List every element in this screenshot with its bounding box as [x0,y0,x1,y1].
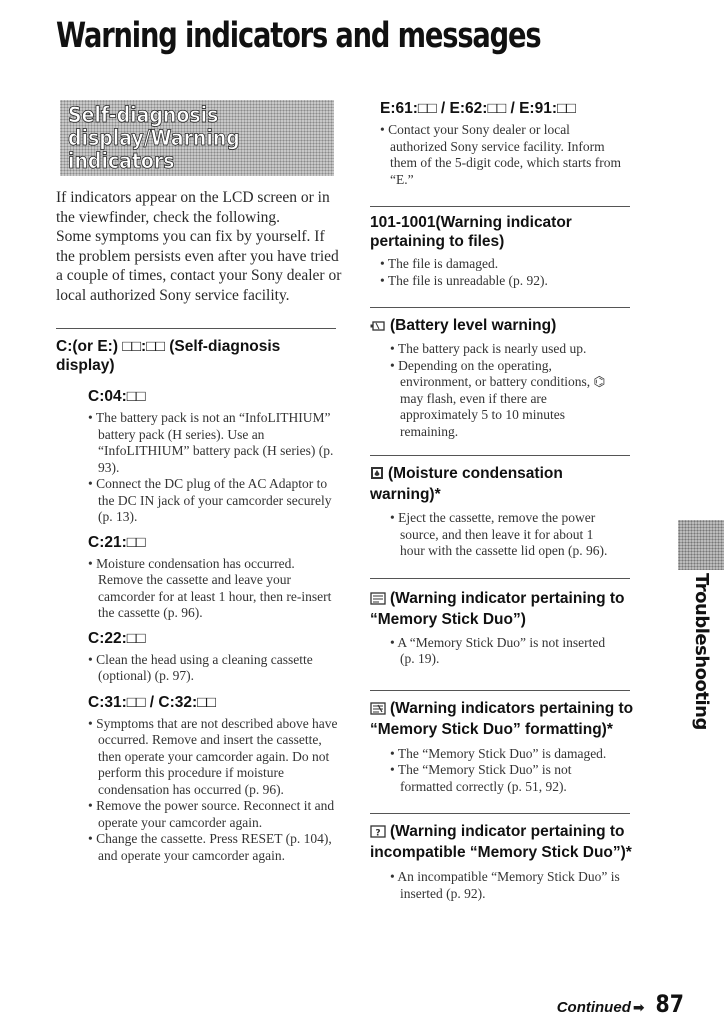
self-diagnosis-heading: C:(or E:) □□:□□ (Self-diagnosis display) [56,338,281,374]
files-warning-bullets [380,256,630,289]
bullet-item: • Symptoms that are not described above have occurred. Remove and insert the cassette, then operate your camcorder again. Do not perform this procedure if moisture condensation has occurred (p. 96). [88,716,338,799]
bullet-item: • The file is damaged. [380,256,630,273]
bullet-item: • The battery pack is nearly used up. [390,341,620,358]
svg-text:?: ? [375,828,381,838]
bullet-item: • The “Memory Stick Duo” is damaged. [390,746,620,763]
divider [370,578,630,579]
bullet-item: • The “Memory Stick Duo” is not formatted correctly (p. 51, 92). [390,762,620,795]
divider [370,206,630,207]
continued-label: Continued [556,999,631,1016]
heading-text: (Moisture condensation warning)* [370,465,563,503]
moisture-warning-heading [370,464,630,504]
left-column [56,100,342,864]
code-label: E:61:□□ / E:62:□□ / E:91:□□ [380,100,576,117]
memory-stick-format-icon [370,701,386,720]
heading-text: (Warning indicator pertaining to incompatible “Memory Stick Duo”)* [370,823,632,861]
memory-stick-incompatible-heading [370,822,660,862]
intro-paragraph-2: Some symptoms you can fix by yourself. If the problem persists even after you have tried a couple of times, contact your Sony dealer or local authorized Sony service facility. [56,228,342,304]
right-column [370,100,634,902]
battery-icon [370,318,386,337]
divider [370,455,630,456]
code-label: C:04:□□ [88,388,146,405]
bullet-item: • The file is unreadable (p. 92). [380,273,630,290]
memory-stick-icon [370,591,386,610]
code-block-c21 [88,533,338,622]
code-block-c22 [88,629,338,685]
divider [370,690,630,691]
bullet-item: • Connect the DC plug of the AC Adaptor to the DC IN jack of your camcorder securely (p. 13). [88,476,338,526]
files-warning-heading: 101-1001(Warning indicator pertaining to files) [370,214,572,250]
heading-text: (Warning indicator pertaining to “Memory Stick Duo”) [370,589,625,628]
page-title: Warning indicators and messages [56,16,541,56]
bullet-item: • The battery pack is not an “InfoLITHIUM” battery pack (H series). Use an “InfoLITHIUM” battery pack (H series) (p. 93). [88,410,338,476]
bullet-item: • Contact your Sony dealer or local authorized Sony service facility. Inform them of the 5-digit code, which starts from “E.” [380,122,630,188]
bullet-item: • An incompatible “Memory Stick Duo” is inserted (p. 92). [390,869,620,902]
page-number: 87 [655,990,684,1018]
heading-text: (Warning indicators pertaining to “Memory Stick Duo” formatting)* [370,699,634,738]
moisture-icon [370,466,384,485]
heading-text: (Battery level warning) [390,317,557,334]
code-block-c04 [88,387,338,526]
divider [370,307,630,308]
section-title-box [60,100,334,176]
arrow-right-icon: ➡ [632,1000,645,1016]
divider [56,328,336,329]
memory-stick-incompatible-bullets [390,869,620,902]
section-title: Self-diagnosis display/Warning indicators [68,103,240,173]
bullet-item: • A “Memory Stick Duo” is not inserted (p. 19). [390,635,620,668]
battery-warning-heading [370,316,630,337]
battery-warning-bullets [390,341,620,440]
memory-stick-warning-bullets [390,635,620,668]
divider [370,813,630,814]
memory-stick-incompatible-icon [370,824,386,843]
bullet-item: • Moisture condensation has occurred. Remove the cassette and leave your camcorder for at least 1 hour, then re-insert the cassette (p. 96). [88,556,338,622]
bullet-item: • Depending on the operating, environment, or battery conditions, ⌬ may flash, even if there are approximately 5 to 10 minutes remaining. [390,358,620,441]
bullet-item: • Clean the head using a cleaning cassette (optional) (p. 97). [88,652,338,685]
moisture-warning-bullets [390,510,620,560]
code-label: C:31:□□ / C:32:□□ [88,693,216,711]
bullet-item: • Remove the power source. Reconnect it and operate your camcorder again. [88,798,338,831]
memory-stick-warning-heading [370,589,650,629]
bullet-item: • Eject the cassette, remove the power source, and then leave it for about 1 hour with the cassette lid open (p. 96). [390,510,620,560]
page-footer [557,990,686,1018]
code-block-c31-c32 [88,693,338,865]
intro-paragraph-1: If indicators appear on the LCD screen or in the viewfinder, check the following. [56,189,330,226]
code-label: C:21:□□ [88,533,146,551]
side-tab-label: Troubleshooting [691,573,712,730]
side-tab [678,520,724,570]
code-block-e [380,100,630,188]
memory-stick-format-bullets [390,746,620,796]
code-label: C:22:□□ [88,629,146,647]
bullet-item: • Change the cassette. Press RESET (p. 104), and operate your camcorder again. [88,831,338,864]
memory-stick-format-heading [370,699,660,739]
